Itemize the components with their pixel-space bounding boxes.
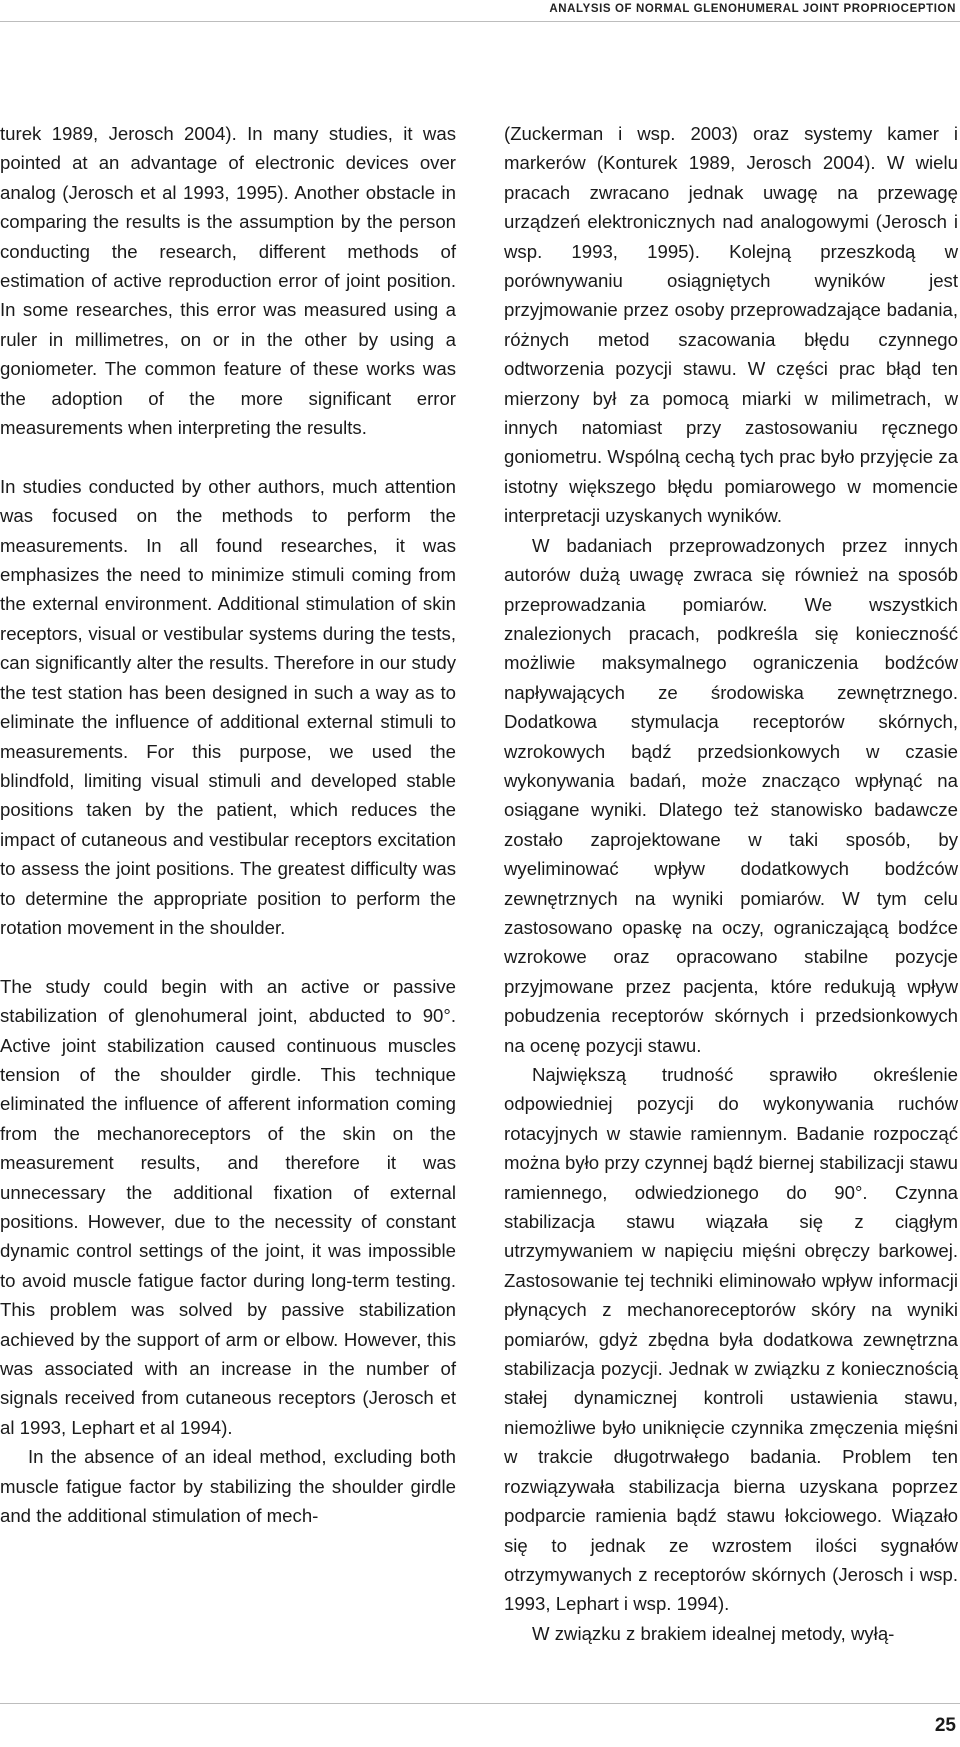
left-paragraph-3: The study could begin with an active or passive stabilization of glenohumeral joint, abducted to 90°. Active joint stabilization caused continuous muscles tension of the shoulder girdle. This technique eliminated the influence of afferent information coming from the mechanoreceptors of the skin on the measurement results, and therefore it was unnecessary the additional fixation of external positions. However, due to the necessity of constant dynamic control settings of the joint, it was impossible to avoid muscle fatigue factor during long-term testing. This problem was solved by passive stabilization achieved by the support of arm or elbow. However, this was associated with an increase in the number of signals received from cutaneous receptors (Jerosch et al 1993, Lephart et al 1994). <box>0 975 456 1438</box>
right-paragraph-1: (Zuckerman i wsp. 2003) oraz systemy kamer i markerów (Konturek 1989, Jerosch 2004). W wielu pracach zwracano jednak uwagę na przewagę urządzeń elektronicznych nad analogowymi (Jerosch i wsp. 1993, 1995). Kolejną przeszkodą w porównywaniu osiągniętych wyników jest przyjmowanie przez osoby przeprowadzające badania, różnych metod szacowania błędu czynnego odtworzenia pozycji stawu. W części prac błąd ten mierzony był za pomocą miarki w milimetrach, w innych natomiast przy zastosowaniu ręcznego goniometru. Wspólną cechą tych prac było przyjęcie za istotny większego błędu pomiarowego w momencie interpretacji uzyskanych wyników. <box>504 123 958 527</box>
right-paragraph-3: Największą trudność sprawiło określenie odpowiedniej pozycji do wykonywania ruchów rotacyjnych w stawie ramiennym. Badanie rozpocząć można było przy czynnej bądź biernej stabilizacji stawu ramiennego, odwiedzionego do 90°. Czynna stabilizacja stawu wiązała się z ciągłym utrzymywaniem w napięciu mięśni obręczy barkowej. Zastosowanie tej techniki eliminowało wpływ informacji płynących z mechanoreceptorów skóry na wyniki pomiarów, gdyż zbędna była dodatkowa zewnętrzna stabilizacja pozycji. Jednak w związku z koniecznością stałej dynamicznej kontroli ustawienia stawu, niemożliwe było uniknięcie czynnika zmęczenia mięśni w trakcie długotrwałego badania. Problem ten rozwiązywała stabilizacja bierna uzyskana poprzez podparcie ramienia bądź stawu łokciowego. Wiązało się to jednak ze wzrostem ilości sygnałów otrzymywanych z receptorów skórnych (Jerosch i wsp. 1993, Lephart i wsp. 1994). <box>504 1064 958 1615</box>
header-divider <box>0 21 960 22</box>
left-paragraph-1: turek 1989, Jerosch 2004). In many studies, it was pointed at an advantage of electronic devices over analog (Jerosch et al 1993, 1995). Another obstacle in comparing the results is the assumption by the person conducting the research, different methods of estimation of active reproduction error of joint position. In some researches, this error was measured using a ruler in millimetres, on or in the other by using a goniometer. The common feature of these works was the adoption of the more significant error measurements when interpreting the results. <box>0 123 456 439</box>
left-column-english <box>0 119 456 1530</box>
running-title: ANALYSIS OF NORMAL GLENOHUMERAL JOINT PROPRIOCEPTION <box>549 3 956 15</box>
left-paragraph-2: In studies conducted by other authors, much attention was focused on the methods to perform the measurements. In all found researches, it was emphasizes the need to minimize stimuli coming from the external environment. Additional stimulation of skin receptors, visual or vestibular systems during the tests, can significantly alter the results. Therefore in our study the test station has been designed in such a way as to eliminate the influence of additional external stimuli to measurements. For this purpose, we used the blindfold, limiting visual stimuli and developed stable positions taken by the patient, which reduces the impact of cutaneous and vestibular receptors excitation to assess the joint positions. The greatest difficulty was to determine the appropriate position to perform the rotation movement in the shoulder. <box>0 475 456 938</box>
right-column-polish <box>504 119 958 1648</box>
page-number: 25 <box>934 1715 956 1736</box>
right-paragraph-4: W związku z brakiem idealnej metody, wyłą- <box>532 1622 895 1644</box>
right-paragraph-2: W badaniach przeprowadzonych przez innych autorów dużą uwagę zwraca się również na sposób przeprowadzania pomiarów. We wszystkich znalezionych pracach, podkreśla się konieczność możliwie maksymalnego ograniczenia bodźców napływających ze środowiska zewnętrznego. Dodatkowa stymulacja receptorów skórnych, wzrokowych bądź przedsionkowych w czasie wykonywania badań, może znacząco wpłynąć na osiągane wyniki. Dlatego też stanowisko badawcze zostało zaprojektowane w taki sposób, by wyeliminować wpływ dodatkowych bodźców zewnętrznych na wyniki pomiarów. W tym celu zastosowano opaskę na oczy, ograniczającą bodźce wzrokowe oraz opracowano stabilne pozycje przyjmowane przez pacjenta, które redukują wpływ pobudzenia receptorów skórnych i przedsionkowych na ocenę pozycji stawu. <box>504 534 958 1056</box>
footer-divider <box>0 1703 960 1704</box>
left-paragraph-4: In the absence of an ideal method, excluding both muscle fatigue factor by stabilizing the shoulder girdle and the additional stimulation of mech- <box>0 1446 456 1527</box>
